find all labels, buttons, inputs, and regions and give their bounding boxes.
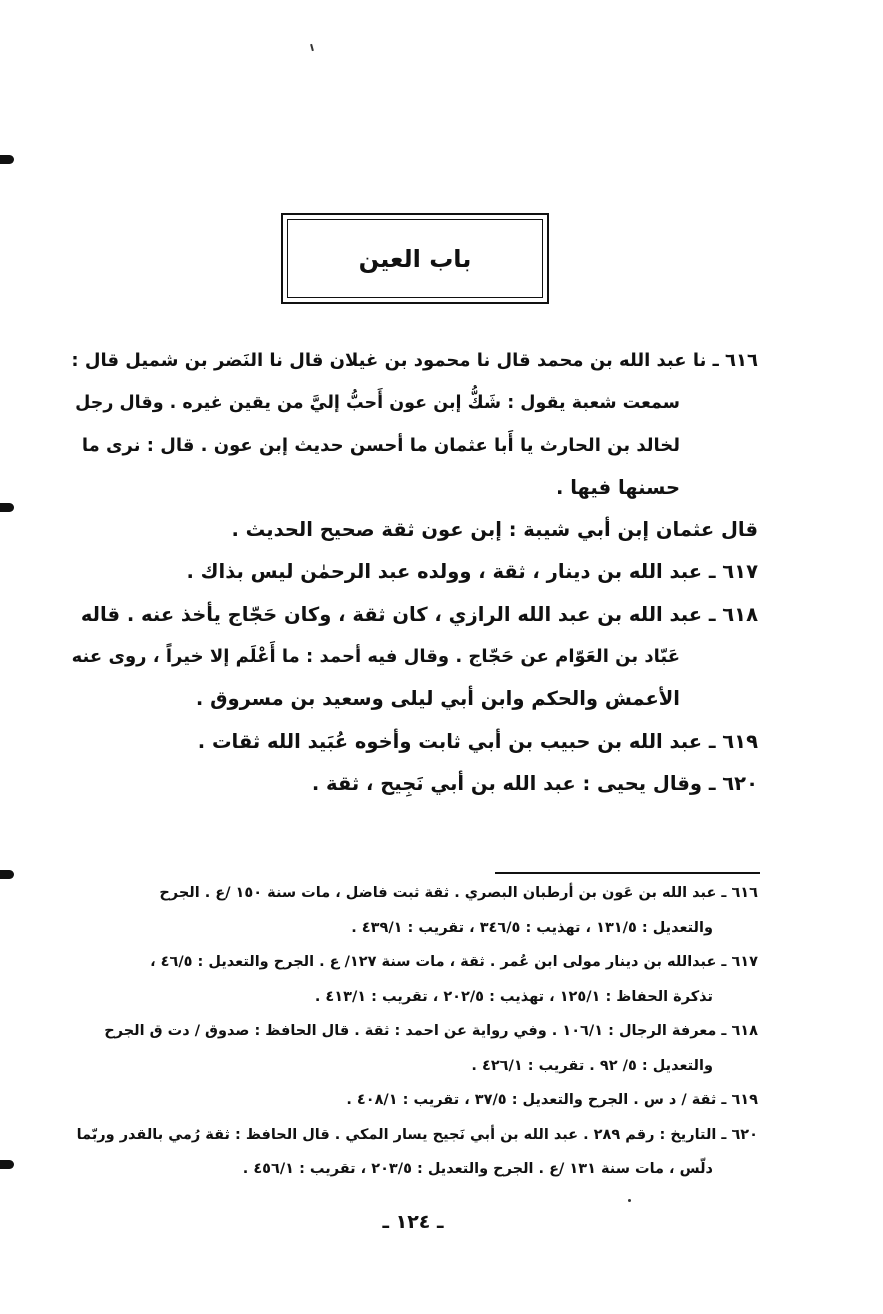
page-number: ـ ١٢٤ ـ (382, 1211, 444, 1233)
footnote-619: ٦١٩ ـ ثقة / د س . الجرح والتعديل : ٣٧/٥ ، تقريب : ٤٠٨/١ . (346, 1092, 758, 1108)
scan-artifact (310, 44, 314, 51)
footnote-620-line-2: دلّس ، مات سنة ١٣١ /ع . الجرح والتعديل : ٢٠٣/٥ ، تقريب : ٤٥٦/١ . (242, 1161, 713, 1177)
scan-artifact (0, 503, 14, 512)
scan-artifact (0, 155, 14, 164)
chapter-title: باب العين (358, 244, 472, 273)
footnote-617-line-1: ٦١٧ ـ عبدالله بن دينار مولى ابن عُمر . ثقة ، مات سنة ١٢٧/ ع . الجرح والتعديل : ٤٦/٥ ، (150, 954, 758, 970)
footnote-620-line-1: ٦٢٠ ـ التاريخ : رقم ٢٨٩ . عبد الله بن أبي نَجيح يسار المكي . قال الحافظ : ثقة رُمي بالقدر وربّما (76, 1126, 758, 1143)
footnote-618-line-1: ٦١٨ ـ معرفة الرجال : ١٠٦/١ . وفي رواية عن احمد : ثقة . قال الحافظ : صدوق / دت ق الجرح (104, 1023, 758, 1039)
footnotes (68, 876, 758, 1187)
entry-616-line-3: لخالد بن الحارث يا أَبا عثمان ما أحسن حديث إبن عون . قال : نرى ما (81, 434, 680, 456)
entry-620: ٦٢٠ ـ وقال يحيى : عبد الله بن أبي نَجِيح ، ثقة . (311, 771, 758, 795)
uthman-statement: قال عثمان إبن أبي شيبة : إبن عون ثقة صحيح الحديث . (231, 518, 758, 542)
footnote-616-line-1: ٦١٦ ـ عبد الله بن عَون بن أرطبان البصري . ثقة ثبت فاضل ، مات سنة ١٥٠ /ع . الجرح (159, 885, 758, 901)
scan-artifact (0, 1160, 14, 1169)
footnote-617-line-2: تذكرة الحفاظ : ١٢٥/١ ، تهذيب : ٢٠٢/٥ ، تقريب : ٤١٣/١ . (314, 988, 713, 1005)
entry-616-line-4: حسنها فيها . (556, 475, 680, 499)
entry-616-line-1: ٦١٦ ـ نا عبد الله بن محمد قال نا محمود بن غيلان قال نا النَضر بن شميل قال : (71, 350, 758, 371)
main-text (68, 340, 758, 805)
scan-artifact (0, 870, 14, 879)
chapter-title-frame (287, 219, 543, 298)
entry-618-line-1: ٦١٨ ـ عبد الله بن عبد الله الرازي ، كان ثقة ، وكان حَجّاج يأخذ عنه . قاله (80, 602, 758, 626)
footnote-618-line-2: والتعديل : ٥/ ٩٢ . تقريب : ٤٢٦/١ . (471, 1057, 713, 1074)
footnote-separator (495, 872, 760, 874)
footnote-616-line-2: والتعديل : ١٣١/٥ ، تهذيب : ٣٤٦/٥ ، تقريب : ٤٣٩/١ . (351, 919, 713, 936)
entry-617: ٦١٧ ـ عبد الله بن دينار ، ثقة ، وولده عبد الرحمٰن ليس بذاك . (186, 560, 758, 584)
entry-616-line-2: سمعت شعبة يقول : شَكُّ إبن عون أَحبُّ إليَّ من يقين غيره . وقال رجل (75, 393, 680, 414)
scan-artifact (628, 1199, 631, 1202)
chapter-title-box (281, 213, 549, 304)
entry-618-line-2: عَبّاد بن العَوّام عن حَجّاج . وقال فيه أحمد : ما أَعْلَم إلا خيراً ، روى عنه (71, 646, 680, 668)
entry-619: ٦١٩ ـ عبد الله بن حبيب بن أبي ثابت وأخوه عُبَيد الله ثقات . (197, 729, 758, 753)
entry-618-line-3: الأعمش والحكم وابن أبي ليلى وسعيد بن مسروق . (195, 687, 680, 711)
